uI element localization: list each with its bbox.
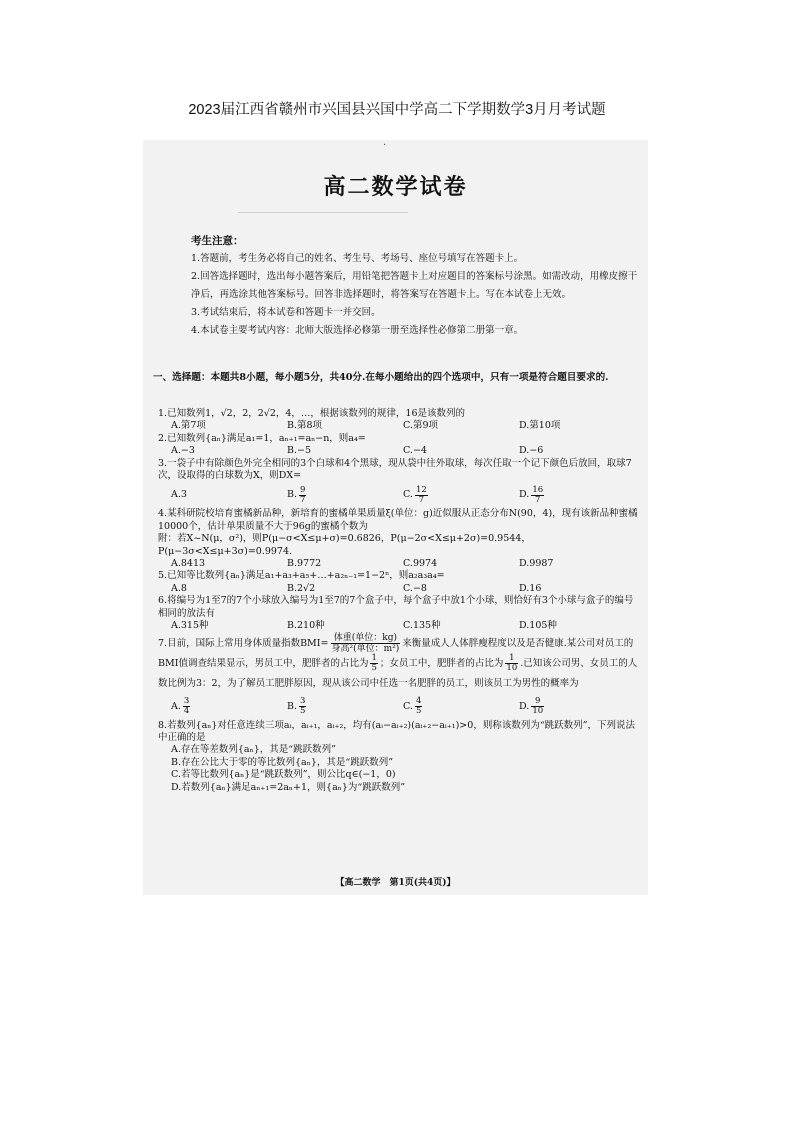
exam-title: 高二数学试卷 [323,174,468,200]
notice-item: 4.本试卷主要考试内容：北师大版选择必修第一册至选择性必修第二册第一章。 [191,325,524,336]
scanned-exam-page [143,140,648,895]
option-a: A.315种 [171,620,209,632]
numerator: 1 [371,652,377,663]
option-row [158,482,638,508]
question-7 [158,633,638,720]
document-header: 2023届江西省赣州市兴国县兴国中学高二下学期数学3月月考试题 [188,102,606,118]
option-prefix: B. [287,489,298,501]
scan-speck: · [383,140,387,151]
fraction [505,654,518,673]
option-row [158,694,638,720]
option-a: A.第7项 [171,420,206,432]
bmi-fraction [331,633,401,654]
option-c: C.第9项 [403,420,438,432]
fraction [299,486,306,505]
question-2 [158,433,638,458]
denominator: 身高²(单位：m²) [331,643,400,654]
option-d: D.第10项 [519,420,561,432]
fraction [370,654,377,673]
denominator: 7 [300,494,306,505]
question-4 [158,508,638,570]
section-heading: 一、选择题：本题共8小题，每小题5分，共40分.在每小题给出的四个选项中，只有一项是符合题目要求的. [153,372,609,383]
option-b: B.9772 [287,558,322,570]
option-d: D.16 [519,582,542,594]
numerator: 9 [531,697,544,707]
denominator: 5 [415,706,422,716]
option-a: A.存在等差数列{aₙ}，其是“跳跃数列” [171,744,336,756]
numerator: 12 [415,484,427,495]
numerator: 3 [300,696,306,706]
stem-part: .已知该公司男、女员工的人数比例为3：2，为了解员工肥胖原因，现从该公司中任选一名肥胖的员工，则该员工为男性的概率为 [158,657,638,689]
notice-item: 3.考试结束后，将本试卷和答题卡一并交回。 [191,307,381,318]
faint-line [238,212,408,213]
option-row [158,420,638,432]
question-list [158,408,638,794]
option-row [158,445,638,457]
notice-item: 1.答题前，考生务必将自己的姓名、考生号、考场号、座位号填写在答题卡上。 [191,253,524,264]
question-6 [158,595,638,632]
question-stem: 6.将编号为1至7的7个小球放入编号为1至7的7个盒子中，每个盒子中放1个小球，则恰好有3个小球与盒子的编号相同的放法有 [158,595,634,619]
option-d: D.105种 [519,620,557,632]
option-c [403,697,519,716]
denominator: 7 [418,494,425,505]
option-c: C.若等比数列{aₙ}是“跳跃数列”，则公比q∈(−1，0) [171,769,396,781]
option-d: D.9987 [519,558,554,570]
numerator: 3 [183,696,190,706]
question-3 [158,458,638,509]
fraction [299,697,306,716]
option-c: C.135种 [403,620,441,632]
question-note: 附：若X~N(μ，σ²)，则P(μ−σ<X≤μ+σ)=0.6826，P(μ−2σ<X≤μ+2σ)=0.9544，P(μ−3σ<X≤μ+3σ)=0.9974. [158,533,531,557]
stem-part: 7.目前，国际上常用身体质量指数BMI= [158,637,329,649]
option-d [519,697,635,716]
option-d: D.若数列{aₙ}满足aₙ₊₁=2aₙ+1，则{aₙ}为“跳跃数列” [171,781,406,793]
option-a: A.−3 [171,445,195,457]
question-stem [158,633,638,694]
option-prefix: D. [519,700,530,712]
numerator: 1 [505,654,518,664]
option-b: B.2√2 [287,582,316,594]
denominator: 7 [535,494,541,505]
option-row [158,558,638,570]
question-stem: 3.一袋子中有除颜色外完全相同的3个白球和4个黑球，现从袋中往外取球，每次任取一个记下颜色后放回，取球7次，设取得的白球数为X，则DX= [158,457,632,482]
option-d: D.−6 [519,445,544,457]
option-b: B.210种 [287,620,325,632]
denominator: 10 [506,662,518,673]
fraction [531,486,544,505]
option-b [287,486,403,505]
notice-item: 2.回答选择题时，选出每小题答案后，用铅笔把答题卡上对应题目的答案标号涂黑。如需改动，用橡皮擦干净后，再选涂其他答案标号。回答非选择题时，将答案写在答题卡上。写在本试卷上无效。 [191,271,638,300]
option-b: B.存在公比大于零的等比数列{aₙ}，其是“跳跃数列” [171,756,394,768]
option-prefix: A. [171,700,181,712]
page-footer: 【高二数学 第1页(共4页)】 [335,878,456,888]
option-c: C.9974 [403,558,438,570]
denominator: 5 [300,706,306,716]
option-a [171,697,287,716]
stem-part: 来衡量成人人体胖瘦程度以及是否健康.某公司对员工的BMI值调查结果显示，男员工中，肥胖者的占比为 [158,637,634,669]
denominator: 10 [532,706,544,716]
fraction [415,697,422,716]
fraction [531,697,544,716]
option-prefix: C. [403,700,413,712]
option-c: C.−8 [403,582,427,594]
option-a: A.3 [171,489,187,501]
numerator: 体重(单位：kg) [331,633,401,644]
option-prefix: C. [403,489,413,501]
option-b: B.第8项 [287,420,323,432]
question-stem: 1.已知数列1，√2，2，2√2，4，…，根据该数列的规律，16是该数列的 [158,408,466,419]
denominator: 5 [371,662,377,673]
option-row [158,583,638,595]
question-stem: 8.若数列{aₙ}对任意连续三项aᵢ，aᵢ₊₁，aᵢ₊₂，均有(aᵢ−aᵢ₊₂)(aᵢ₊₂−aᵢ₊₁)>0，则称该数列为“跳跃数列”，下列说法中正确的是 [158,719,636,743]
option-b [287,697,403,716]
numerator: 9 [300,484,306,495]
question-stem: 2.已知数列{aₙ}满足a₁=1，aₙ₊₁=aₙ−n，则a₄= [158,432,366,444]
fraction [183,697,190,716]
option-row [158,620,638,632]
stem-part: ；女员工中，肥胖者的占比为 [379,657,504,669]
question-8 [158,720,638,794]
option-a: A.8 [171,582,187,594]
numerator: 4 [415,696,422,706]
denominator: 4 [183,706,190,716]
question-stem: 4.某科研院校培育蜜橘新品种，新培育的蜜橘单果质量ξ(单位：g)近似服从正态分布N(90，4)，现有该新品种蜜橘10000个，估计单果质量不大于96g的蜜橘个数为 [158,508,638,532]
option-prefix: D. [519,489,530,501]
question-5 [158,570,638,595]
option-prefix: B. [287,700,298,712]
option-c [403,486,519,505]
option-c: C.−4 [403,445,427,457]
option-a: A.8413 [171,558,206,570]
option-b: B.−5 [287,445,312,457]
question-stem: 5.已知等比数列{aₙ}满足a₁+a₃+a₅+…+a₂ₙ₋₁=1−2ⁿ，则a₂a₃a₄= [158,570,445,582]
notice-block [191,232,641,340]
fraction [415,486,428,505]
notice-heading: 考生注意： [191,235,244,247]
option-d [519,486,635,505]
question-1 [158,408,638,433]
numerator: 16 [532,484,544,495]
